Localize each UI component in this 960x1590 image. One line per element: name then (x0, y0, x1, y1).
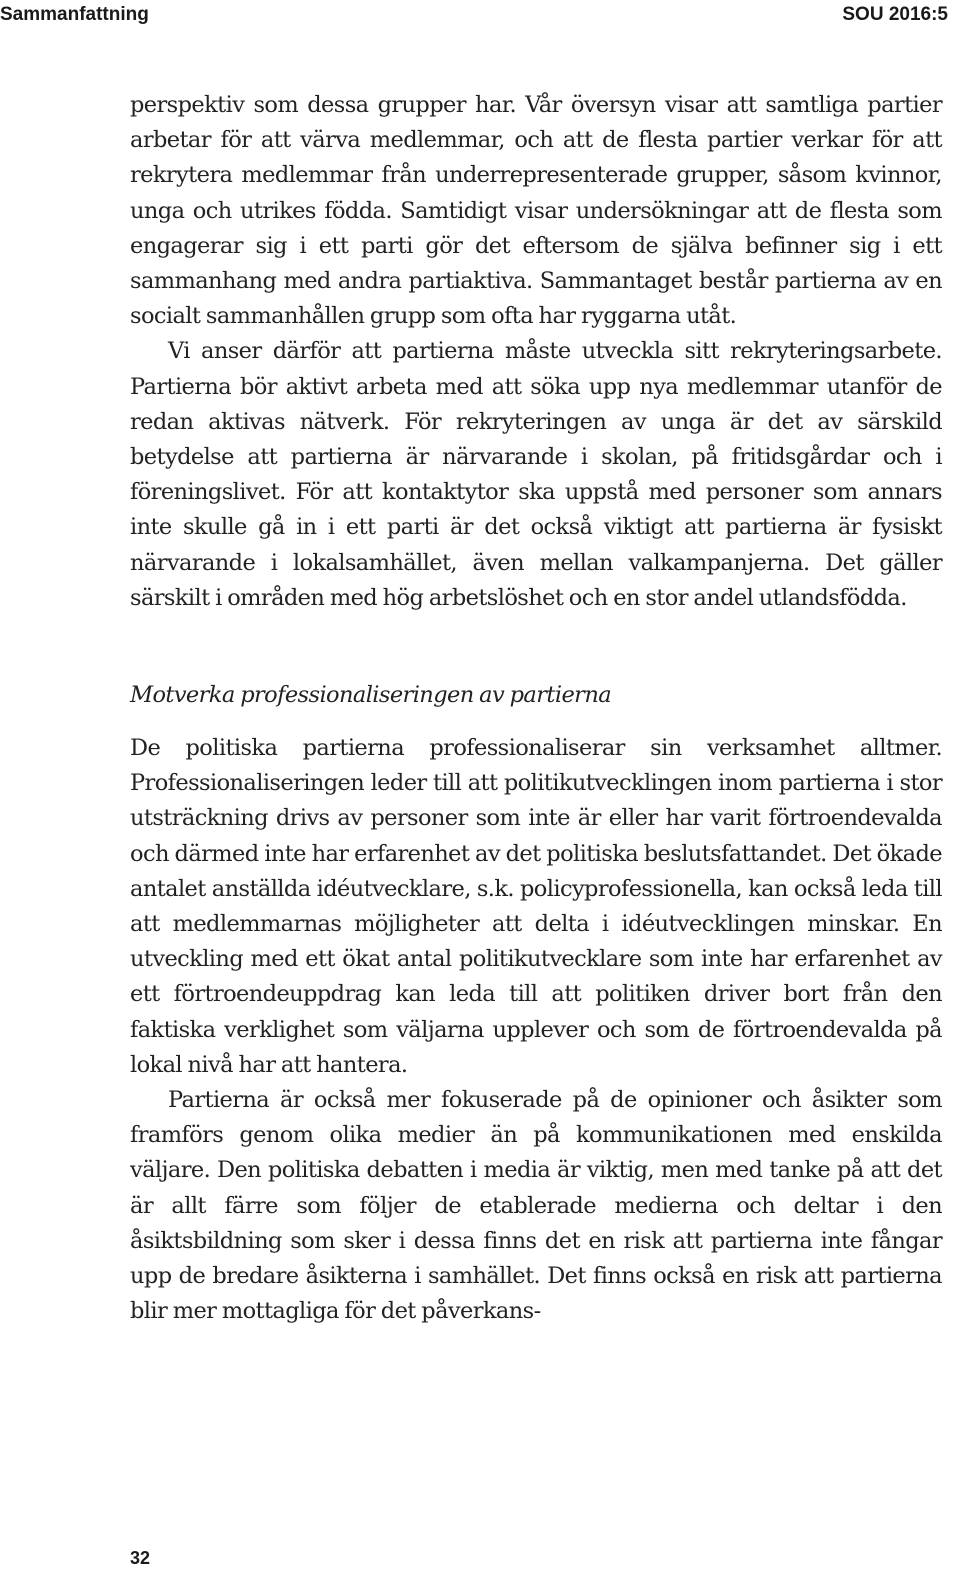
body-text (130, 88, 942, 1330)
section-heading: Motverka professionaliseringen av partierna (130, 682, 612, 709)
paragraph-4: Partierna är också mer fokuserade på de opinioner och åsikter som framförs genom olika medier än på kommunikationen med enskilda väljare. Den politiska debatten i media är viktig, men med tanke på att det är allt färre som följer de etablerade medierna och deltar i den åsiktsbildning som sker i dessa finns det en risk att partierna inte fångar upp de bredare åsikterna i samhället. Det finns också en risk att partierna blir mer mottagliga för det påverkans- (130, 1087, 942, 1325)
paragraph-1: perspektiv som dessa grupper har. Vår översyn visar att samtliga partier arbetar för att värva medlemmar, och att de flesta partier verkar för att rekrytera medlemmar från underrepresenterade grupper, såsom kvinnor, unga och utrikes födda. Samtidigt visar undersökningar att de flesta som engagerar sig i ett parti gör det eftersom de själva befinner sig i ett sammanhang med andra partiaktiva. Sammantaget består partierna av en socialt sammanhållen grupp som ofta har ryggarna utåt. (130, 92, 942, 330)
running-header (0, 2, 948, 30)
paragraph-2: Vi anser därför att partierna måste utveckla sitt rekryteringsarbete. Partierna bör aktivt arbeta med att söka upp nya medlemmar utanför de redan aktivas nätverk. För rekryteringen av unga är det av särskild betydelse att partierna är närvarande i skolan, på fritidsgårdar och i föreningslivet. För att kontaktytor ska uppstå med personer som annars inte skulle gå in i ett parti är det också viktigt att partierna är fysiskt närvarande i lokalsamhället, även mellan valkampanjerna. Det gäller särskilt i områden med hög arbetslöshet och en stor andel utlandsfödda. (130, 338, 942, 611)
paragraph-3: De politiska partierna professionaliserar sin verksamhet alltmer. Professionaliseringen leder till att politikutvecklingen inom partierna i stor utsträckning drivs av personer som inte är eller har varit förtroendevalda och därmed inte har erfarenhet av det politiska beslutsfattandet. Det ökade antalet anställda idéutvecklare, s.k. policyprofessionella, kan också leda till att medlemmarnas möjligheter att delta i idéutvecklingen minskar. En utveckling med ett ökat antal politikutvecklare som inte har erfarenhet av ett förtroendeuppdrag kan leda till att politiken driver bort från den faktiska verklighet som väljarna upplever och som de förtroendevalda på lokal nivå har att hantera. (130, 735, 942, 1078)
page-number: 32 (130, 1548, 151, 1568)
document-id: SOU 2016:5 (842, 4, 948, 25)
section-title: Sammanfattning (0, 4, 149, 25)
